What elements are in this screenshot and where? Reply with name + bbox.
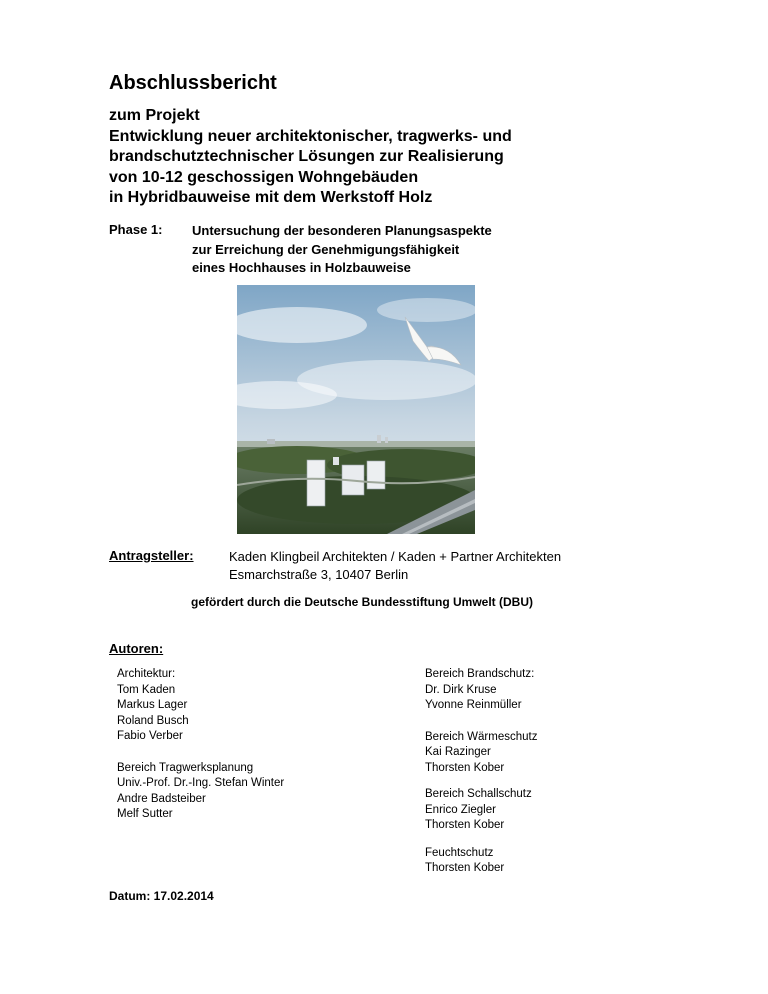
- author-name: Andre Badsteiber: [117, 792, 206, 805]
- phase-line: Untersuchung der besonderen Planungsaspekte: [192, 223, 492, 238]
- author-name: Melf Sutter: [117, 808, 173, 820]
- author-group-heading: Bereich Schallschutz: [425, 788, 532, 800]
- author-name: Thorsten Kober: [425, 862, 505, 874]
- applicant-name: Kaden Klingbeil Architekten / Kaden + Partner Architekten: [229, 549, 562, 564]
- phase-label: Phase 1:: [109, 222, 163, 237]
- author-group-heading: Architektur:: [117, 668, 176, 680]
- author-name: Dr. Dirk Kruse: [425, 683, 497, 696]
- subtitle-line: Entwicklung neuer architektonischer, tragwerks- und: [109, 127, 512, 145]
- applicant-label: Antragsteller:: [109, 548, 194, 563]
- author-name: Thorsten Kober: [425, 819, 505, 831]
- author-group-heading: Feuchtschutz: [425, 846, 494, 859]
- report-date: Datum: 17.02.2014: [109, 889, 214, 903]
- author-name: Fabio Verber: [117, 730, 183, 742]
- author-name: Enrico Ziegler: [425, 803, 496, 816]
- applicant-details: [229, 548, 561, 583]
- author-name: Tom Kaden: [117, 683, 176, 696]
- subtitle-line: brandschutztechnischer Lösungen zur Realisierung: [109, 148, 504, 165]
- cover-rendering-image: [237, 285, 475, 534]
- applicant-address: Esmarchstraße 3, 10407 Berlin: [229, 566, 409, 582]
- author-name: Yvonne Reinmüller: [425, 699, 522, 711]
- subtitle-line: in Hybridbauweise mit dem Werkstoff Holz: [109, 189, 433, 206]
- phase-line: zur Erreichung der Genehmigungsfähigkeit: [192, 241, 460, 257]
- author-name: Markus Lager: [117, 699, 188, 711]
- authors-label: Autoren:: [109, 641, 164, 656]
- project-subtitle: [109, 106, 512, 209]
- author-name: Thorsten Kober: [425, 761, 505, 774]
- author-group-heading: Bereich Tragwerksplanung: [117, 761, 254, 774]
- funding-note: [0, 595, 684, 609]
- author-name: Univ.-Prof. Dr.-Ing. Stefan Winter: [117, 777, 285, 789]
- author-name: Kai Razinger: [425, 746, 491, 758]
- authors-left-column: [117, 667, 284, 823]
- funding-text: gefördert durch die Deutsche Bundesstiftung Umwelt (DBU): [190, 595, 534, 609]
- subtitle-line: von 10-12 geschossigen Wohngebäuden: [109, 168, 419, 186]
- author-group-heading: Bereich Wärmeschutz: [425, 730, 538, 743]
- author-name: Roland Busch: [117, 714, 189, 727]
- phase-line: eines Hochhauses in Holzbauweise: [192, 260, 411, 275]
- author-group-heading: Bereich Brandschutz:: [425, 668, 535, 680]
- report-title: Abschlussbericht: [109, 72, 277, 94]
- authors-right-column: [425, 667, 537, 877]
- subtitle-line: zum Projekt: [109, 107, 200, 124]
- phase-description: [192, 222, 492, 278]
